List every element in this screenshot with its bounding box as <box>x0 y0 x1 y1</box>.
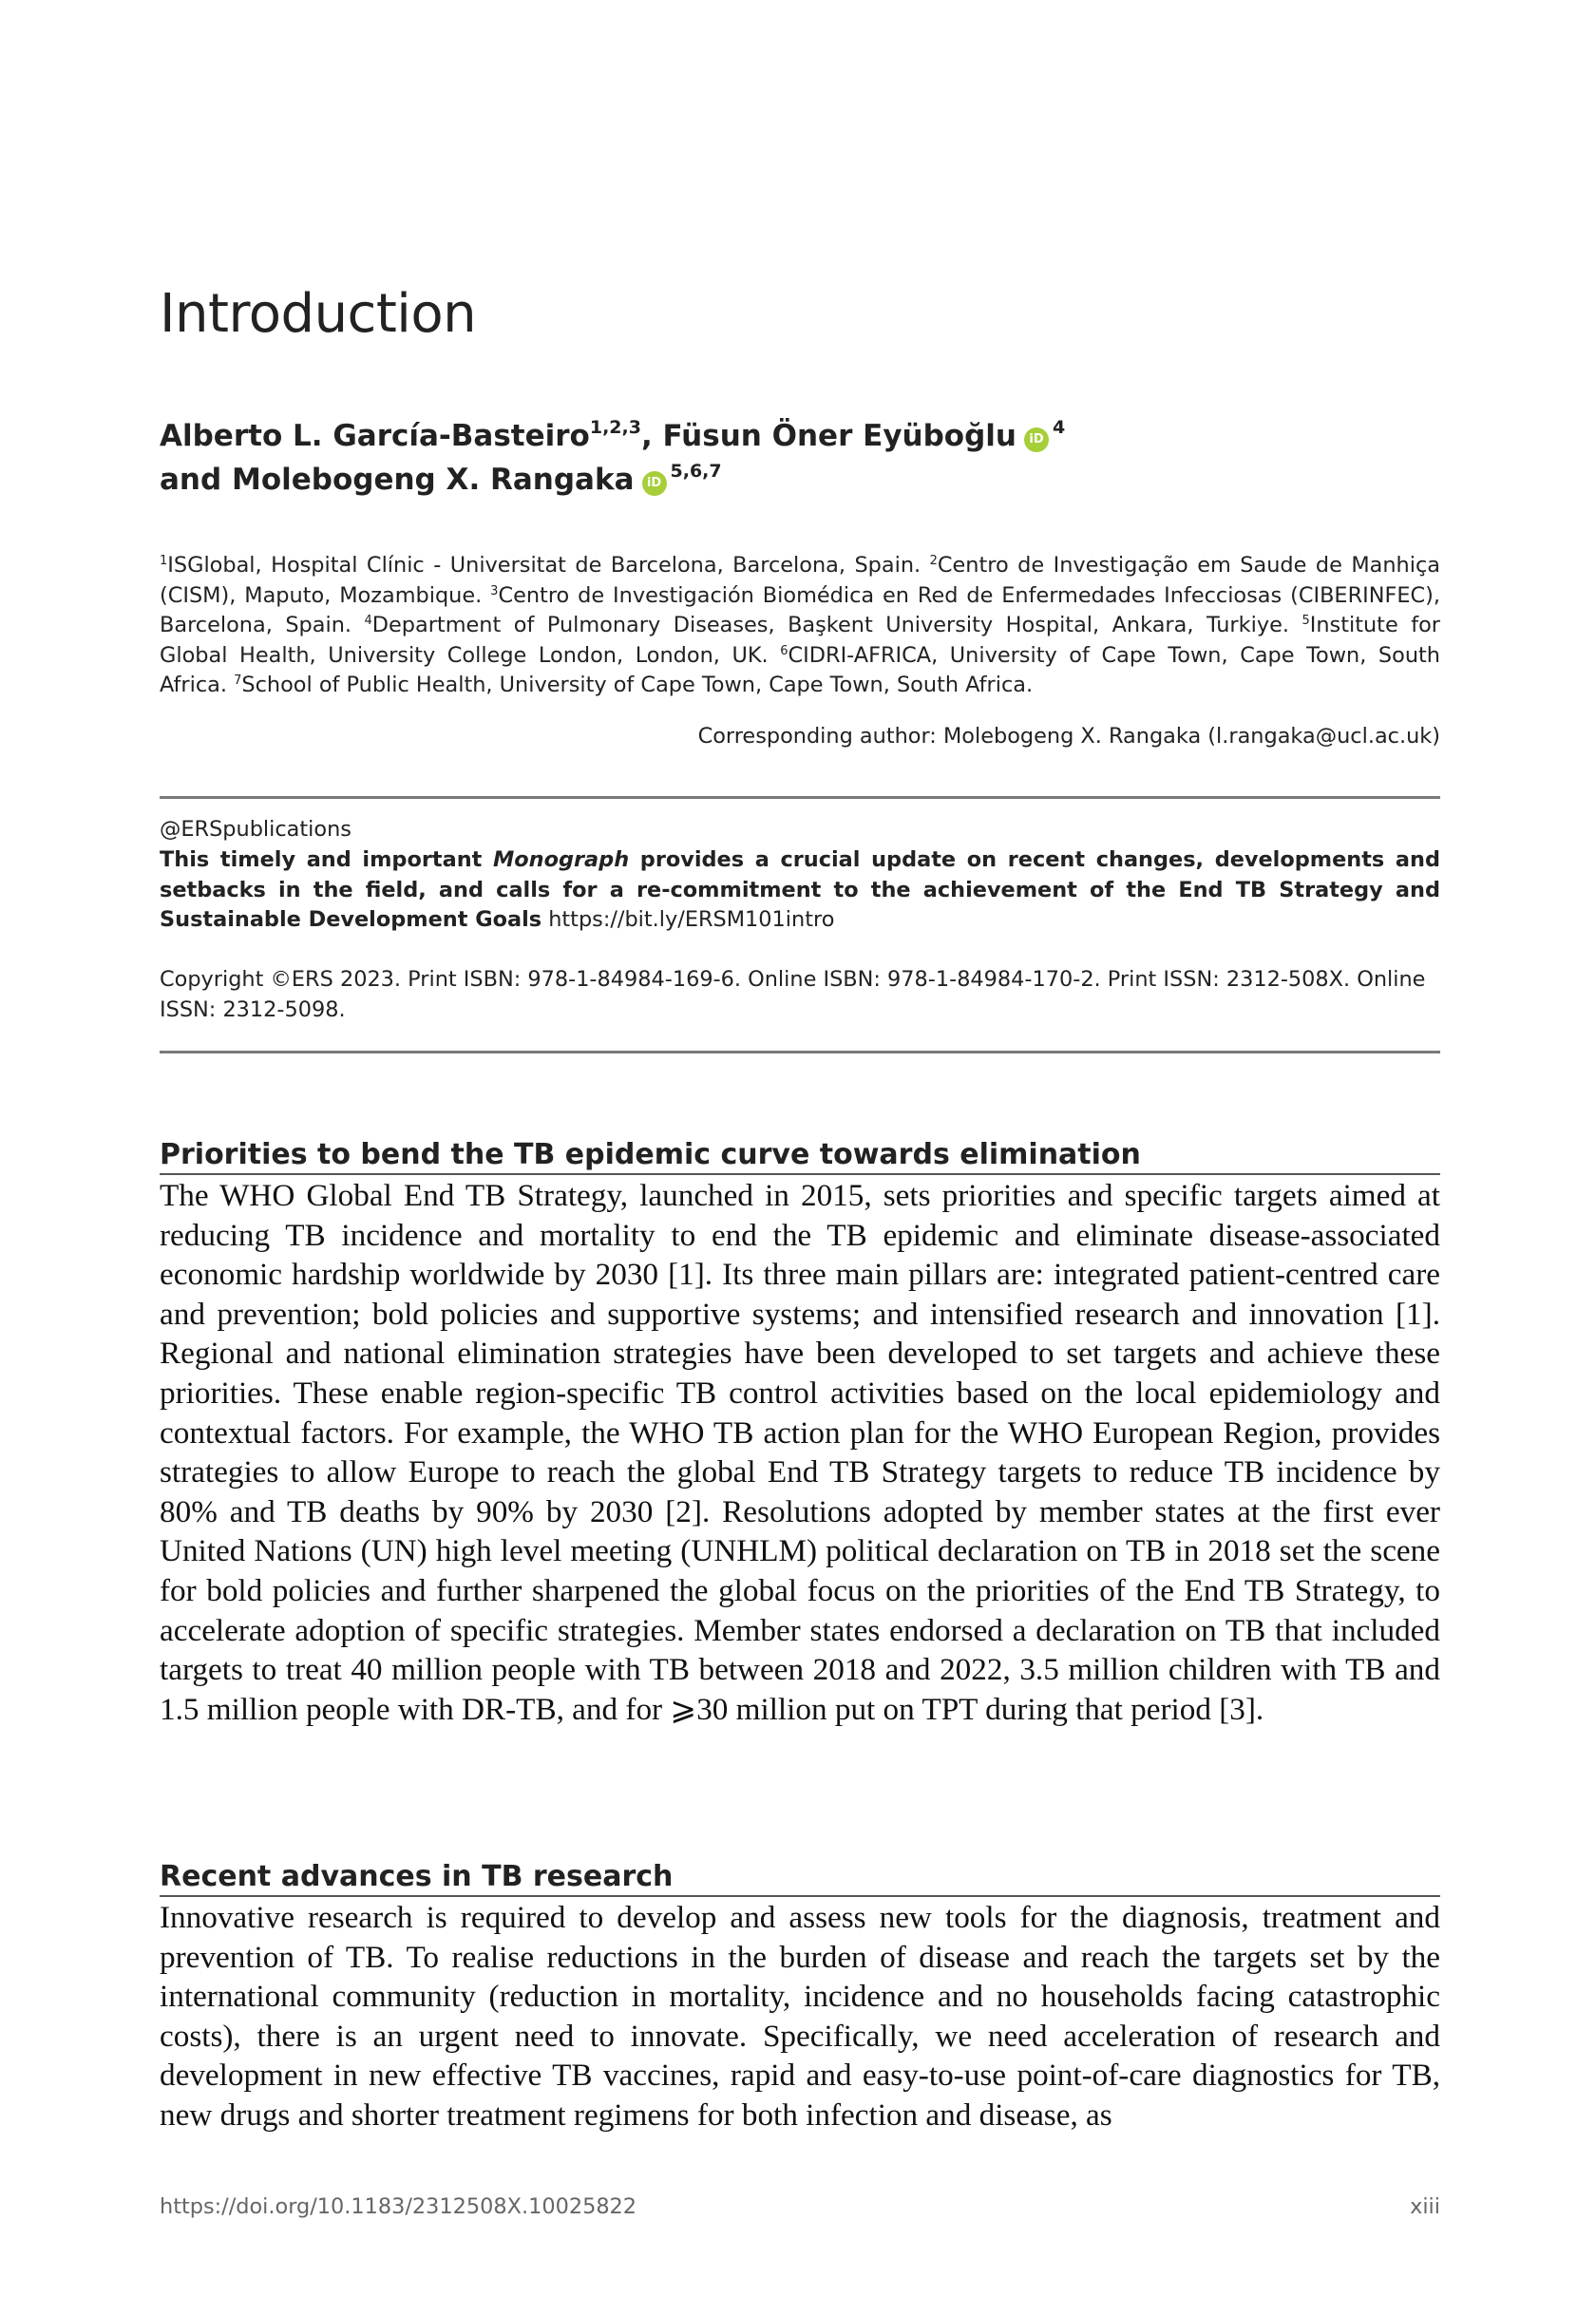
section-body: Innovative research is required to develop and assess new tools for the diagnosis, treatment and prevention of TB. To realise reductions in the burden of disease and reach the targets set by the international community (reduction in mortality, incidence and no households facing catastrophic costs), there is an urgent need to innovate. Specifically, we need acceleration of research and development in new effective TB vaccines, rapid and easy-to-use point-of-care diagnostics for TB, new drugs and shorter treatment regimens for both infection and disease, as <box>160 1900 1440 2133</box>
author-name: Molebogeng X. Rangaka <box>231 463 635 497</box>
section-heading: Priorities to bend the TB epidemic curve towards elimination <box>160 1138 1440 1175</box>
page-number: xiii <box>1410 2194 1440 2219</box>
affiliation-number: 6 <box>780 643 788 658</box>
author-name: Alberto L. García-Basteiro <box>160 419 590 453</box>
tweet-bold-text: provides a crucial update on recent changes, developments and setbacks in the field, and calls for a re-commitment to the achievement of the End TB Strategy and Sustainable Development Goals <box>160 847 1440 932</box>
affiliation-number: 5 <box>1302 614 1310 628</box>
affiliation-text: CIDRI-AFRICA, University of Cape Town, Cape Town, South Africa. <box>160 642 1440 697</box>
divider-top <box>160 796 1440 799</box>
affiliations <box>160 551 1440 701</box>
affiliation-number: 1 <box>160 554 168 568</box>
affiliation-text: Institute for Global Health, University College London, London, UK. <box>160 613 1440 668</box>
affiliation-number: 7 <box>234 674 242 688</box>
tweet-link[interactable]: https://bit.ly/ERSM101intro <box>542 907 835 932</box>
corresponding-author: Corresponding author: Molebogeng X. Rangaka (l.rangaka@ucl.ac.uk) <box>697 724 1440 749</box>
affiliation-text: ISGlobal, Hospital Clínic - Universitat de Barcelona, Barcelona, Spain. <box>167 553 930 578</box>
affiliation-text: Centro de Investigación Biomédica en Red de Enfermedades Infecciosas (CIBERINFEC), Barcelona, Spain. <box>160 582 1440 637</box>
page-title: Introduction <box>160 283 477 345</box>
section-body: The WHO Global End TB Strategy, launched in 2015, sets priorities and specific targets aimed at reducing TB incidence and mortality to end the TB epidemic and eliminate disease-associated economic hardship worldwide by 2030 [1]. Its three main pillars are: integrated patient-centred care and prevention; bold policies and supportive systems; and intensified research and innovation [1]. Regional and national elimination strategies have been developed to set targets and achieve these priorities. These enable region-specific TB control activities based on the local epidemiology and contextual factors. For example, the WHO TB action plan for the WHO European Region, provides strategies to allow Europe to reach the global End TB Strategy targets to reduce TB incidence by 80% and TB deaths by 90% by 2030 [2]. Resolutions adopted by member states at the first ever United Nations (UN) high level meeting (UNHLM) political declaration on TB in 2018 set the scene for bold policies and further sharpened the global focus on the priorities of the End TB Strategy, to accelerate adoption of specific strategies. Member states endorsed a declaration on TB that included targets to treat 40 million people with TB between 2018 and 2022, 3.5 million children with TB and 1.5 million people with DR-TB, and for ⩾30 million put on TPT during that period [3]. <box>160 1178 1440 1727</box>
author-conjunction: and <box>160 463 232 497</box>
author-separator: , <box>640 419 663 453</box>
affiliation-text: Centro de Investigação em Saude de Manhiça (CISM), Maputo, Mozambique. <box>160 553 1440 608</box>
orcid-icon[interactable]: iD <box>1024 427 1049 452</box>
twitter-handle: @ERSpublications <box>160 817 352 842</box>
author-name: Füsun Öner Eyüboğlu <box>662 419 1016 453</box>
affiliation-number: 3 <box>490 583 499 598</box>
copyright-notice: Copyright ©ERS 2023. Print ISBN: 978-1-84984-169-6. Online ISBN: 978-1-84984-170-2. Print ISSN: 2312-508X. Online ISSN: 2312-5098. <box>160 967 1426 1022</box>
section-heading: Recent advances in TB research <box>160 1860 1440 1897</box>
affiliation-text: Department of Pulmonary Diseases, Başkent University Hospital, Ankara, Turkiye. <box>371 613 1302 637</box>
author-affiliation-superscript: 5,6,7 <box>670 461 722 482</box>
author-affiliation-superscript: 4 <box>1053 417 1066 438</box>
affiliation-number: 2 <box>929 554 938 568</box>
orcid-icon[interactable]: iD <box>642 471 667 496</box>
tweet-text <box>160 845 1440 936</box>
affiliation-text: School of Public Health, University of Cape Town, Cape Town, South Africa. <box>241 673 1034 697</box>
doi-link[interactable]: https://doi.org/10.1183/2312508X.10025822 <box>160 2194 637 2219</box>
author-list <box>160 414 1440 502</box>
divider-bottom <box>160 1051 1440 1053</box>
affiliation-number: 4 <box>364 614 372 628</box>
tweet-italic-text: Monograph <box>493 847 630 872</box>
author-affiliation-superscript: 1,2,3 <box>589 417 641 438</box>
tweet-bold-text: This timely and important <box>160 847 493 872</box>
